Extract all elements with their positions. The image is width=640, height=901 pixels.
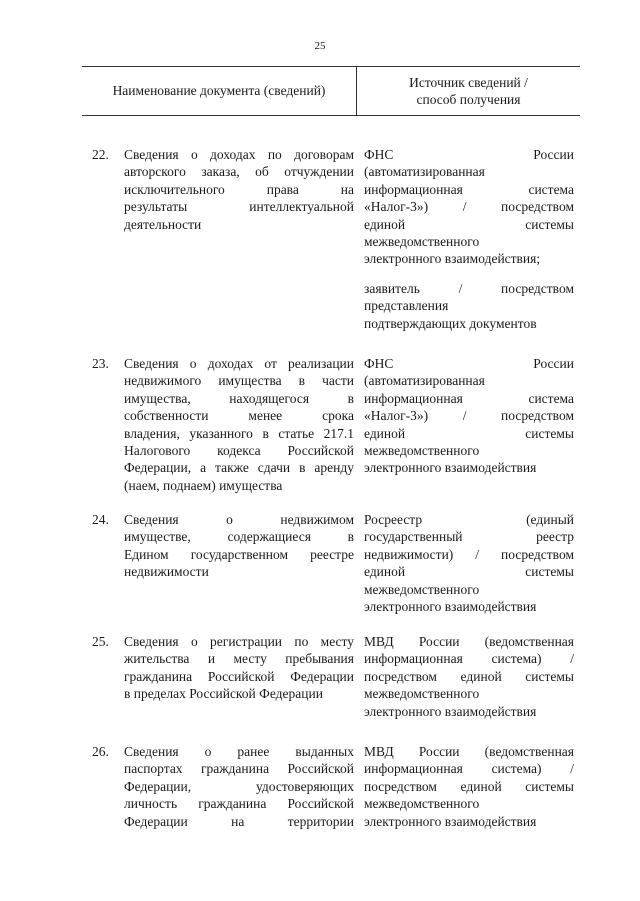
description-line: имуществе, содержащиеся в: [124, 529, 354, 545]
description-line: Сведения о ранее выданных: [124, 744, 354, 759]
row-number: 25.: [92, 634, 109, 649]
description-line: результаты интеллектуальной: [124, 199, 354, 215]
description-line: в пределах Российской Федерации: [124, 686, 323, 702]
source-line: единой системы: [364, 216, 574, 232]
source-line: ФНС России: [364, 147, 574, 162]
row-source: [364, 511, 574, 615]
row-description: [124, 511, 354, 581]
description-line: недвижимости: [124, 564, 209, 580]
source-line: (автоматизированная: [364, 373, 485, 389]
source-line: межведомственного: [364, 443, 480, 459]
header-source-line-1: Источник сведений /: [409, 75, 528, 90]
page-number: 25: [314, 40, 326, 52]
row-description: [124, 146, 354, 233]
header-source-line-2: способ получения: [416, 92, 521, 107]
row-source: [364, 355, 574, 477]
source-line: межведомственного: [364, 686, 480, 702]
description-line: собственности менее срока: [124, 408, 354, 424]
source-line: (автоматизированная: [364, 164, 485, 180]
source-line: межведомственного: [364, 234, 480, 250]
source-line: представления: [364, 298, 449, 314]
source-line: электронного взаимодействия: [364, 599, 537, 615]
source-line: МВД России (ведомственная: [364, 634, 574, 649]
source-line: информационная система: [364, 390, 574, 406]
source-line: информационная система: [364, 181, 574, 197]
source-line: «Налог-3») / посредством: [364, 199, 574, 215]
source-line: единой системы: [364, 564, 574, 580]
source-line: единой системы: [364, 425, 574, 441]
row-number: 24.: [92, 512, 109, 527]
source-line: Росреестр (единый: [364, 512, 574, 527]
row-source: [364, 743, 574, 830]
row-number: 26.: [92, 744, 109, 759]
source-line: посредством единой системы: [364, 778, 574, 794]
source-line: государственный реестр: [364, 529, 574, 545]
source-line: посредством единой системы: [364, 668, 574, 684]
description-line: владения, указанного в статье 217.1: [124, 425, 354, 441]
description-line: авторского заказа, об отчуждении: [124, 164, 354, 180]
description-line: гражданина Российской Федерации: [124, 668, 354, 684]
description-line: Федерации, а также сдачи в аренду: [124, 460, 354, 476]
description-line: Едином государственном реестре: [124, 546, 354, 562]
source-line: электронного взаимодействия: [364, 813, 537, 829]
row-source: [364, 633, 574, 720]
row-description: [124, 743, 354, 830]
row-source: [364, 146, 574, 332]
description-line: Федерации, удостоверяющих: [124, 778, 354, 794]
row-description: [124, 355, 354, 494]
source-line: «Налог-3») / посредством: [364, 408, 574, 424]
table-header: [82, 66, 580, 116]
source-line: информационная система) /: [364, 761, 574, 777]
source-line: недвижимости) / посредством: [364, 546, 574, 562]
row-description: [124, 633, 354, 703]
description-line: имущества, находящегося в: [124, 390, 354, 406]
description-line: Сведения о недвижимом: [124, 512, 354, 527]
description-line: Сведения о доходах по договорам: [124, 147, 354, 162]
source-line: межведомственного: [364, 796, 480, 812]
source-line: межведомственного: [364, 581, 480, 597]
source-line: информационная система) /: [364, 651, 574, 667]
source-line: электронного взаимодействия: [364, 703, 537, 719]
source-line: МВД России (ведомственная: [364, 744, 574, 759]
description-line: (наем, поднаем) имущества: [124, 477, 283, 493]
row-number: 22.: [92, 147, 109, 162]
description-line: Сведения о регистрации по месту: [124, 634, 354, 649]
description-line: деятельности: [124, 216, 202, 232]
header-source-column: [357, 67, 580, 115]
description-line: исключительного права на: [124, 181, 354, 197]
header-document-column: Наименование документа (сведений): [112, 83, 326, 98]
source-line: ФНС России: [364, 356, 574, 371]
description-line: Федерации на территории: [124, 813, 354, 829]
description-line: жительства и месту пребывания: [124, 651, 354, 667]
description-line: Налогового кодекса Российской: [124, 443, 354, 459]
description-line: Сведения о доходах от реализации: [124, 356, 354, 371]
source-line: электронного взаимодействия: [364, 460, 537, 476]
source-line: подтверждающих документов: [364, 315, 537, 331]
row-number: 23.: [92, 356, 109, 371]
source-line: электронного взаимодействия;: [364, 251, 541, 267]
description-line: недвижимого имущества в части: [124, 373, 354, 389]
description-line: личность гражданина Российской: [124, 796, 354, 812]
source-line: заявитель / посредством: [364, 280, 574, 296]
description-line: паспортах гражданина Российской: [124, 761, 354, 777]
